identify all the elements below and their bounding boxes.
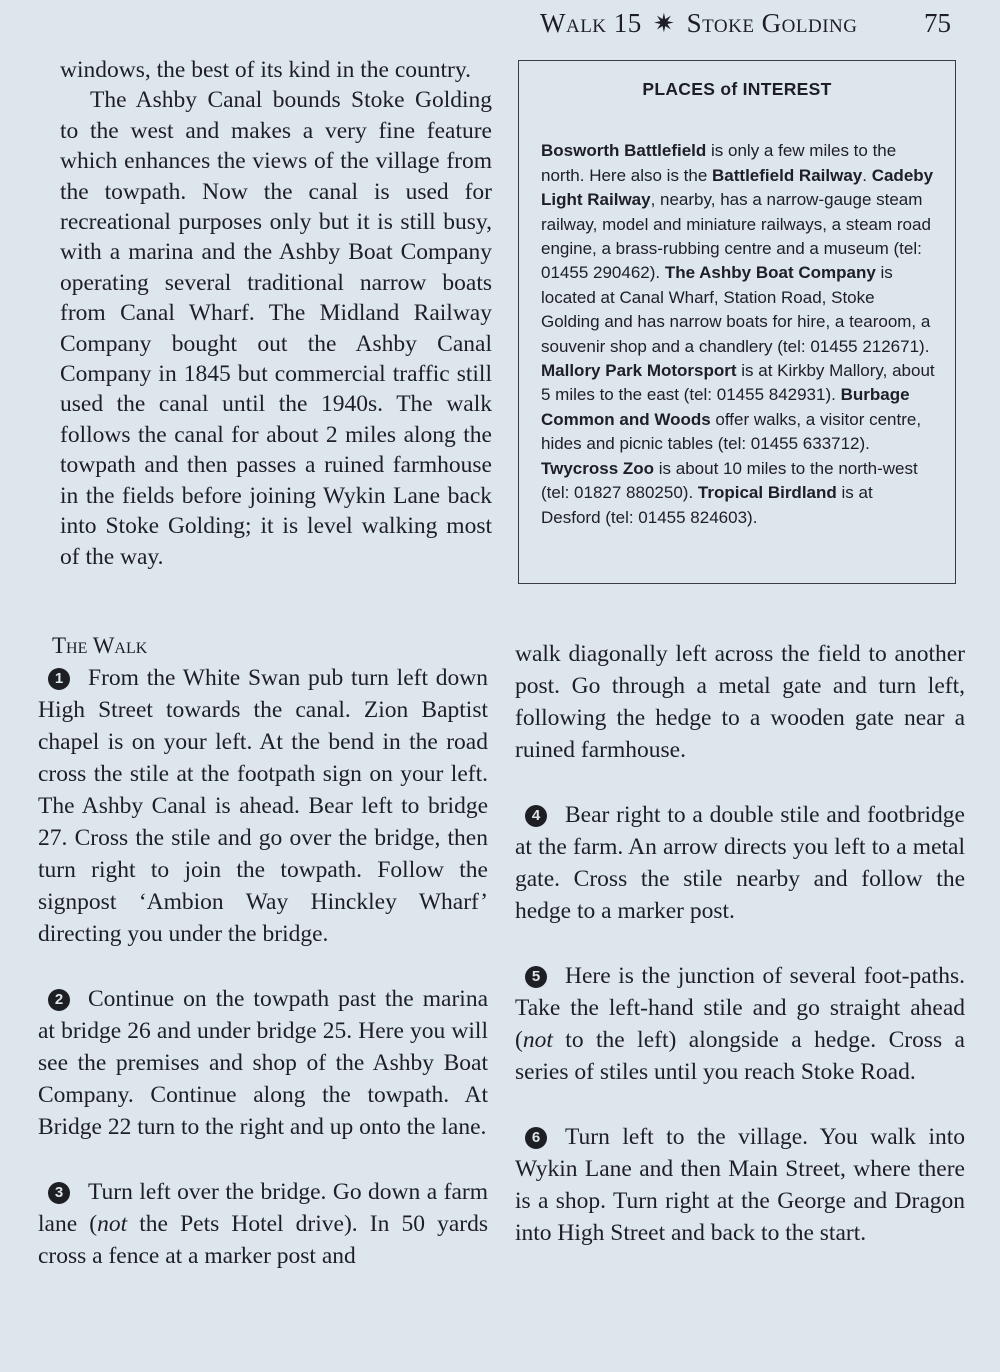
step-number-icon: 6: [525, 1127, 547, 1149]
walk-column-left: [38, 630, 488, 1272]
intro-paragraph-continued: windows, the best of its kind in the country.: [60, 57, 471, 83]
walk-step-2: [38, 983, 488, 1143]
step-number-icon: 2: [48, 989, 70, 1011]
place-name: Twycross Zoo: [541, 458, 655, 478]
running-header: [540, 8, 858, 39]
place-name: Mallory Park Motorsport: [541, 361, 737, 381]
walk-step-3-continued: walk diagonally left across the field to another post. Go through a metal gate and turn left, following the hedge to a wooden gate near a ruined farmhouse.: [515, 641, 965, 763]
step-text: From the White Swan pub turn left down High Street towards the canal. Zion Baptist chapel is on your left. At the bend in the road cross the stile at the footpath sign on your left. The Ashby Canal is ahead. Bear left to bridge 27. Cross the stile and go over the bridge, then turn right to join the towpath. Follow the signpost ‘Ambion Way Hinckley Wharf’ directing you under the bridge.: [38, 665, 488, 947]
place-text: is located at Canal Wharf, Station Road, Stoke Golding and has narrow boats for hire, a tearoom, a souvenir shop and a chandlery (tel: 01455 212671).: [541, 263, 931, 356]
step-emphasis: not: [97, 1211, 128, 1237]
place-text: is at Desford (tel: 01455 824603).: [541, 483, 873, 527]
star-separator-icon: ✷: [653, 9, 676, 38]
step-number-icon: 1: [48, 668, 70, 690]
intro-column: [60, 55, 492, 572]
walk-step-1: [38, 662, 488, 950]
place-text: is only a few miles to the north. Here also is the: [541, 141, 897, 185]
box-body: [541, 139, 935, 530]
box-title: PLACES of INTEREST: [642, 79, 832, 99]
walk-heading: The Walk: [52, 633, 148, 658]
header-place: Stoke Golding: [686, 8, 858, 38]
walk-column-right: [515, 638, 965, 1249]
page-number: 75: [924, 8, 951, 38]
step-text: Bear right to a double stile and footbridge at the farm. An arrow directs you left to a metal gate. Cross the stile nearby and follow the hedge to a marker post.: [515, 802, 965, 924]
walk-step-4: [515, 799, 965, 927]
place-name: Bosworth Battlefield: [541, 141, 707, 161]
step-text: Continue on the towpath past the marina at bridge 26 and under bridge 25. Here you will see the premises and shop of the Ashby Boat Company. Continue along the towpath. At Bridge 22 turn to the right and up onto the lane.: [38, 986, 488, 1140]
place-name: Cadeby Light Railway: [541, 165, 934, 210]
step-number-icon: 5: [525, 966, 547, 988]
place-text: , nearby, has a narrow-gauge steam railway, model and miniature railways, a steam road engine, a brass-rubbing centre and a museum (tel: 01455 290462).: [541, 190, 931, 283]
place-text: .: [862, 165, 872, 185]
place-name: Burbage Common and Woods: [541, 385, 910, 429]
step-text: Turn left over the bridge. Go down a farm lane (: [38, 1179, 488, 1237]
place-text: is at Kirkby Mallory, about 5 miles to the east (tel: 01455 842931).: [541, 361, 935, 405]
walk-step-6: [515, 1121, 965, 1249]
step-number-icon: 4: [525, 805, 547, 827]
place-text: offer walks, a visitor centre, hides and picnic tables (tel: 01455 633712).: [541, 409, 922, 454]
step-emphasis: not: [522, 1027, 553, 1053]
step-text: the Pets Hotel drive). In 50 yards cross a fence at a marker post and: [38, 1211, 489, 1269]
intro-paragraph: The Ashby Canal bounds Stoke Golding to the west and makes a very fine feature which enhances the views of the village from the towpath. Now the canal is used for recreational purposes only but it is still busy, with a marina and the Ashby Boat Company operating several traditional narrow boats from Canal Wharf. The Midland Railway Company bought out the Ashby Canal Company in 1845 but commercial traffic still used the canal until the 1940s. The walk follows the canal for about 2 miles along the towpath and then passes a ruined farmhouse in the fields before joining Wykin Lane back into Stoke Golding; it is level walking most of the way.: [60, 87, 492, 570]
walk-step-3: [38, 1176, 488, 1272]
header-walk: Walk 15: [540, 8, 642, 38]
place-name: Tropical Birdland: [697, 483, 837, 503]
place-name: Battlefield Railway: [712, 165, 863, 185]
step-text: Here is the junction of several foot-paths. Take the left-hand stile and go straight ahead (: [515, 963, 965, 1053]
places-of-interest-box: [518, 60, 956, 584]
step-text: Turn left to the village. You walk into Wykin Lane and then Main Street, where there is a shop. Turn right at the George and Dragon into High Street and back to the start.: [515, 1124, 965, 1246]
step-text: to the left) alongside a hedge. Cross a series of stiles until you reach Stoke Road.: [515, 1027, 965, 1085]
place-text: is about 10 miles to the north-west (tel: 01827 880250).: [541, 458, 918, 503]
step-number-icon: 3: [48, 1182, 70, 1204]
place-name: The Ashby Boat Company: [664, 263, 876, 283]
walk-step-5: [515, 960, 965, 1088]
